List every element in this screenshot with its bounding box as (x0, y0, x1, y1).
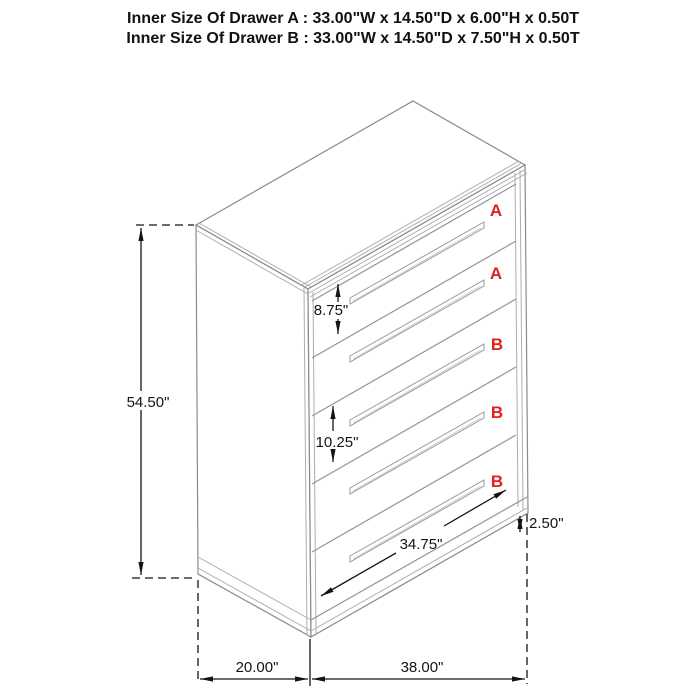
drawer-label-3: B (490, 335, 504, 354)
dim-depth-label: 20.00" (235, 659, 279, 676)
dim-depth (200, 659, 308, 679)
dim-base-label: 2.50" (529, 515, 564, 532)
dim-drawer-b-label: 10.25" (315, 434, 359, 451)
dim-front-width-label: 34.75" (399, 536, 443, 553)
dim-drawer-a-label: 8.75" (313, 302, 349, 319)
drawer-label-1: A (489, 201, 503, 220)
dim-height-label: 54.50" (126, 394, 170, 411)
drawer-label-5: B (490, 472, 504, 491)
left-face (196, 225, 311, 637)
title-line-1: Inner Size Of Drawer A : 33.00"W x 14.50"D x 6.00"H x 0.50T (127, 10, 579, 27)
drawer-label-4: B (490, 403, 504, 422)
dim-width (312, 659, 525, 679)
title-block (126, 10, 579, 47)
chest-illustration (196, 101, 528, 637)
title-line-2: Inner Size Of Drawer B : 33.00"W x 14.50"D x 7.50"H x 0.50T (126, 30, 580, 47)
dim-width-label: 38.00" (400, 659, 444, 676)
dim-height (127, 225, 194, 578)
drawer-label-2: A (489, 264, 503, 283)
